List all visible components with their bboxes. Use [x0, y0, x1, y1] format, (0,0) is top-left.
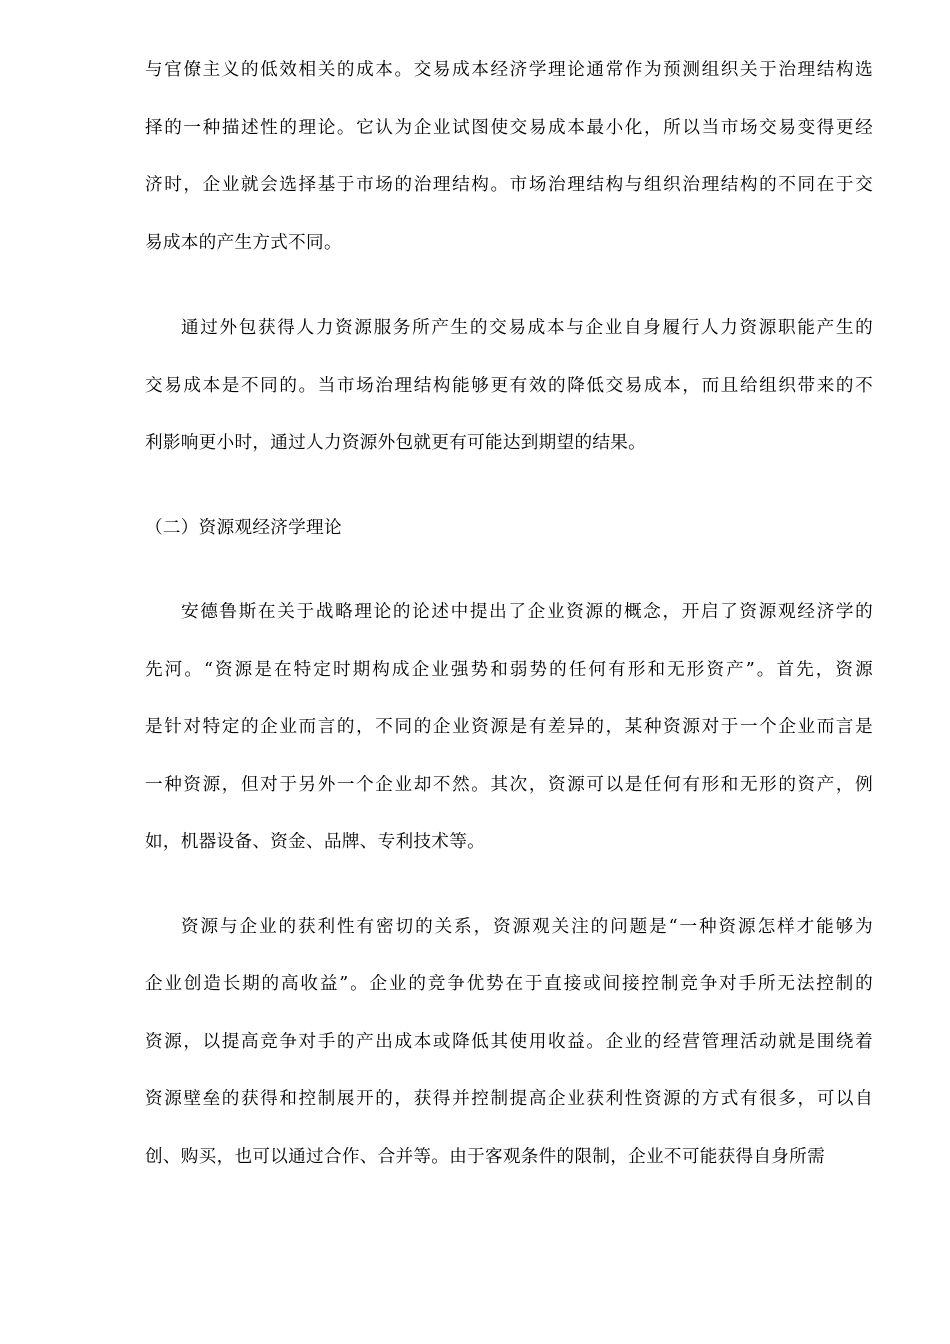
text-line: 择的一种描述性的理论。它认为企业试图使交易成本最小化，所以当市场交易变得更经: [145, 117, 873, 138]
document-body: [145, 42, 873, 1186]
text-line: 与官僚主义的低效相关的成本。交易成本经济学理论通常作为预测组织关于治理结构选: [145, 60, 873, 80]
paragraph-gap: [145, 872, 873, 899]
text-line: 一种资源，但对于另外一个企业却不然。其次，资源可以是任何有形和无形的资产，例: [145, 774, 873, 795]
text-line: 资源，以提高竞争对手的产出成本或降低其使用收益。企业的经营管理活动就是围绕着: [145, 1031, 873, 1052]
text-line: 是针对特定的企业而言的，不同的企业资源是有差异的，某种资源对于一个企业而言是: [145, 717, 873, 737]
paragraph-gap: [145, 557, 873, 584]
text-line: 济时，企业就会选择基于市场的治理结构。市场治理结构与组织治理结构的不同在于交: [145, 175, 873, 195]
text-line: 资源与企业的获利性有密切的关系，资源观关注的问题是“一种资源怎样才能够为: [181, 916, 873, 937]
text-line: 创、购买，也可以通过合作、合并等。由于客观条件的限制，企业不可能获得自身所需: [145, 1146, 825, 1167]
paragraph: [145, 300, 873, 473]
text-line: 安德鲁斯在关于战略理论的论述中提出了企业资源的概念，开启了资源观经济学的: [181, 602, 873, 622]
text-line: 先河。“资源是在特定时期构成企业强势和弱势的任何有形和无形资产”。首先，资源: [145, 659, 873, 680]
text-line: 资源壁垒的获得和控制展开的，获得并控制提高企业获利性资源的方式有很多，可以自: [145, 1089, 873, 1109]
paragraph: [145, 42, 873, 272]
text-line: 利影响更小时，通过人力资源外包就更有可能达到期望的结果。: [145, 433, 647, 453]
text-line: 企业创造长期的高收益”。企业的竞争优势在于直接或间接控制竞争对手所无法控制的: [145, 974, 873, 994]
section-heading: [145, 500, 873, 558]
paragraph: [145, 899, 873, 1187]
paragraph-gap: [145, 272, 873, 300]
text-line: 易成本的产生方式不同。: [145, 232, 342, 253]
paragraph: [145, 584, 873, 872]
text-line: 通过外包获得人力资源服务所产生的交易成本与企业自身履行人力资源职能产生的: [181, 318, 873, 338]
text-line: 交易成本是不同的。当市场治理结构能够更有效的降低交易成本，而且给组织带来的不: [145, 375, 873, 396]
text-line: 如，机器设备、资金、品牌、专利技术等。: [145, 832, 485, 852]
paragraph-gap: [145, 473, 873, 500]
text-line: （二）资源观经济学理论: [145, 517, 342, 538]
